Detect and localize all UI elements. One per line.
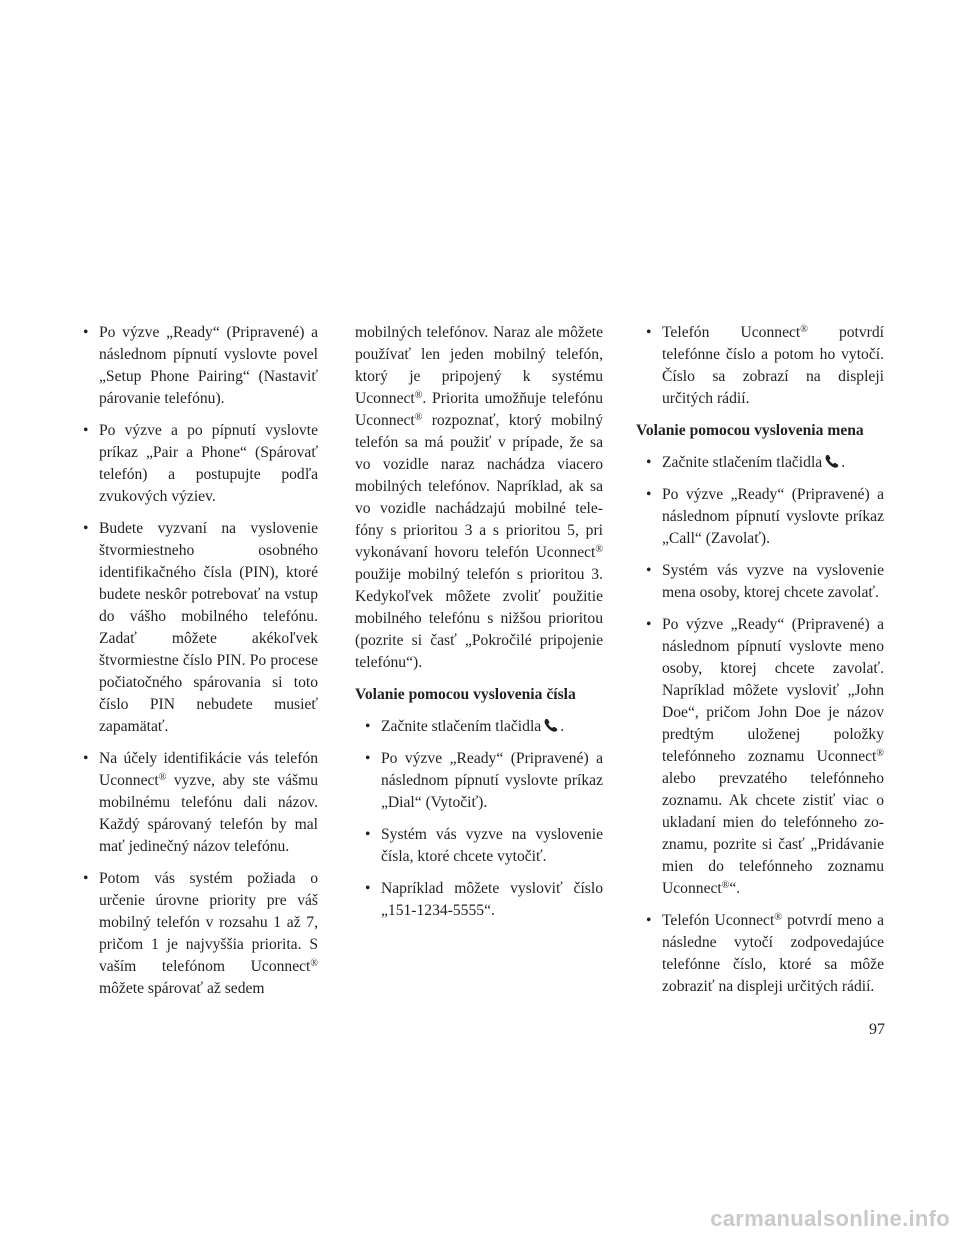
list-item bbox=[636, 322, 884, 410]
page-number: 97 bbox=[869, 1021, 885, 1038]
paragraph bbox=[355, 322, 603, 674]
text-run: potvrdí telefónne číslo a potom ho vytočí. Číslo sa zobrazí na displeji určitých rádií. bbox=[662, 324, 884, 407]
list-item-text: Budete vyzvaní na vyslovenie štvormiestneho osobného identifikačného čísla (PIN), ktoré budete neskôr potrebovať na vstup do vášho mobilného telefónu. Zadať môžete akékoľvek štvormiestne číslo PIN. Po procese počiatočného spárovania si toto číslo PIN nebudete musieť zapamätať. bbox=[99, 520, 318, 735]
text-run: použije mobilný telefón s prioritou 3. Kedykoľvek môžete zvoliť použitie mobilného telefónu s nižšou prioritou (pozrite si časť „Pokročilé pripojenie telefónu“). bbox=[355, 566, 603, 671]
phone-handset-icon bbox=[544, 718, 560, 732]
text-run: . bbox=[841, 454, 846, 471]
column-right bbox=[636, 322, 884, 1008]
list-item bbox=[73, 518, 318, 738]
list-item-text: Napríklad môžete vysloviť číslo „151-1234-5555“. bbox=[381, 880, 603, 919]
registered-mark: ® bbox=[310, 958, 318, 969]
list-item-text: Po výzve „Ready“ (Pripravené) a následnom pípnutí vyslovte príkaz „Dial“ (Vytočiť). bbox=[381, 750, 603, 811]
list-item bbox=[355, 716, 603, 738]
text-run: alebo prevzatého telefónneho zoznamu. Ak chcete zistiť viac o ukladaní mien do telefónneho zoznamu, pozrite si časť „Pridávanie mien do telefónneho zoznamu Uconnect bbox=[662, 770, 884, 897]
list-item bbox=[73, 322, 318, 410]
text-run: mobilných telefónov. Naraz ale môžete používať len jeden mobilný telefón, ktorý je pripojený k systému Uconnect bbox=[355, 324, 603, 407]
list-item bbox=[73, 868, 318, 1000]
list-item-text: Systém vás vyzve na vyslovenie čísla, ktoré chcete vytočiť. bbox=[381, 826, 603, 865]
text-run: Telefón Uconnect bbox=[662, 324, 801, 341]
list-item bbox=[636, 560, 884, 604]
registered-mark: ® bbox=[721, 880, 730, 891]
text-run: Po výzve „Ready“ (Pripravené) a následnom pípnutí vyslovte príkaz „Call“ (Zavolať). bbox=[662, 486, 884, 547]
text-run: “. bbox=[729, 880, 741, 897]
text-run: Začnite stlačením tlačidla bbox=[381, 718, 542, 735]
list-item-text: Po výzve a po pípnutí vyslovte príkaz „Pair a Phone“ (Spárovať telefón) a postupujte podľa zvukových výziev. bbox=[99, 422, 318, 505]
text-run: rozpoznať, ktorý mobilný telefón sa má použiť v prípade, že sa vo vozidle naraz nachádza viacero mobilných telefónov. Napríklad, ak sa vo vozidle nachádzajú mobilné telefóny s prioritou 3 a s prioritou 5, pri vykonávaní hovoru telefón Uconnect bbox=[355, 412, 603, 561]
list-item bbox=[355, 748, 603, 814]
list-item bbox=[73, 420, 318, 508]
registered-mark: ® bbox=[595, 544, 603, 555]
column-left bbox=[73, 322, 318, 1010]
watermark: carmanualsonline.info bbox=[710, 1206, 950, 1231]
registered-mark: ® bbox=[800, 324, 808, 335]
section-heading: Volanie pomocou vyslovenia čísla bbox=[355, 686, 576, 703]
registered-mark: ® bbox=[414, 390, 423, 401]
text-run: Telefón Uconnect bbox=[662, 912, 775, 929]
section-heading: Volanie pomocou vyslovenia mena bbox=[636, 422, 864, 439]
list-item bbox=[355, 878, 603, 922]
text-run: . Priorita umožňuje telefónu Uconnect bbox=[355, 390, 603, 429]
list-item-text: Po výzve „Ready“ (Pripravené) a následnom pípnutí vyslovte povel „Setup Phone Pairing“ (Nastaviť párovanie telefónu). bbox=[99, 324, 318, 407]
text-run: môžete spárovať až sedem bbox=[99, 980, 265, 997]
text-run: vyzve, aby ste vášmu mobilnému telefónu dali názov. Každý spárovaný telefón by mal mať jedinečný názov telefónu. bbox=[99, 772, 318, 855]
column-middle bbox=[355, 322, 603, 932]
registered-mark: ® bbox=[876, 748, 884, 759]
text-run: Po výzve „Ready“ (Pripravené) a následnom pípnutí vyslovte meno osoby, ktorej chcete zavolať. Napríklad môžete vysloviť „John Doe“, pričom John Doe je názov predtým uloženej položky telefónneho zoznamu Uconnect bbox=[662, 616, 884, 765]
list-item bbox=[355, 824, 603, 868]
registered-mark: ® bbox=[414, 412, 423, 423]
list-item bbox=[636, 452, 884, 474]
text-run: Na účely identifikácie vás telefón Uconnect bbox=[99, 750, 318, 789]
list-item bbox=[73, 748, 318, 858]
registered-mark: ® bbox=[158, 772, 167, 783]
text-run: potvrdí meno a následne vytočí zodpovedajúce telefónne číslo, ktoré sa môže zobraziť na displeji určitých rádií. bbox=[662, 912, 885, 995]
list-item bbox=[636, 484, 884, 550]
text-run: . bbox=[560, 718, 565, 735]
registered-mark: ® bbox=[774, 912, 782, 923]
text-run: Potom vás systém požiada o určenie úrovne priority pre váš mobilný telefón v rozsahu 1 až 7, pričom 1 je najvyššia priorita. S vaším telefónom Uconnect bbox=[99, 870, 318, 975]
text-run: Začnite stlačením tlačidla bbox=[662, 454, 823, 471]
phone-handset-icon bbox=[825, 454, 841, 468]
list-item bbox=[636, 910, 884, 998]
text-run: Systém vás vyzve na vyslovenie mena osoby, ktorej chcete zavolať. bbox=[662, 562, 884, 601]
list-item bbox=[636, 614, 884, 900]
